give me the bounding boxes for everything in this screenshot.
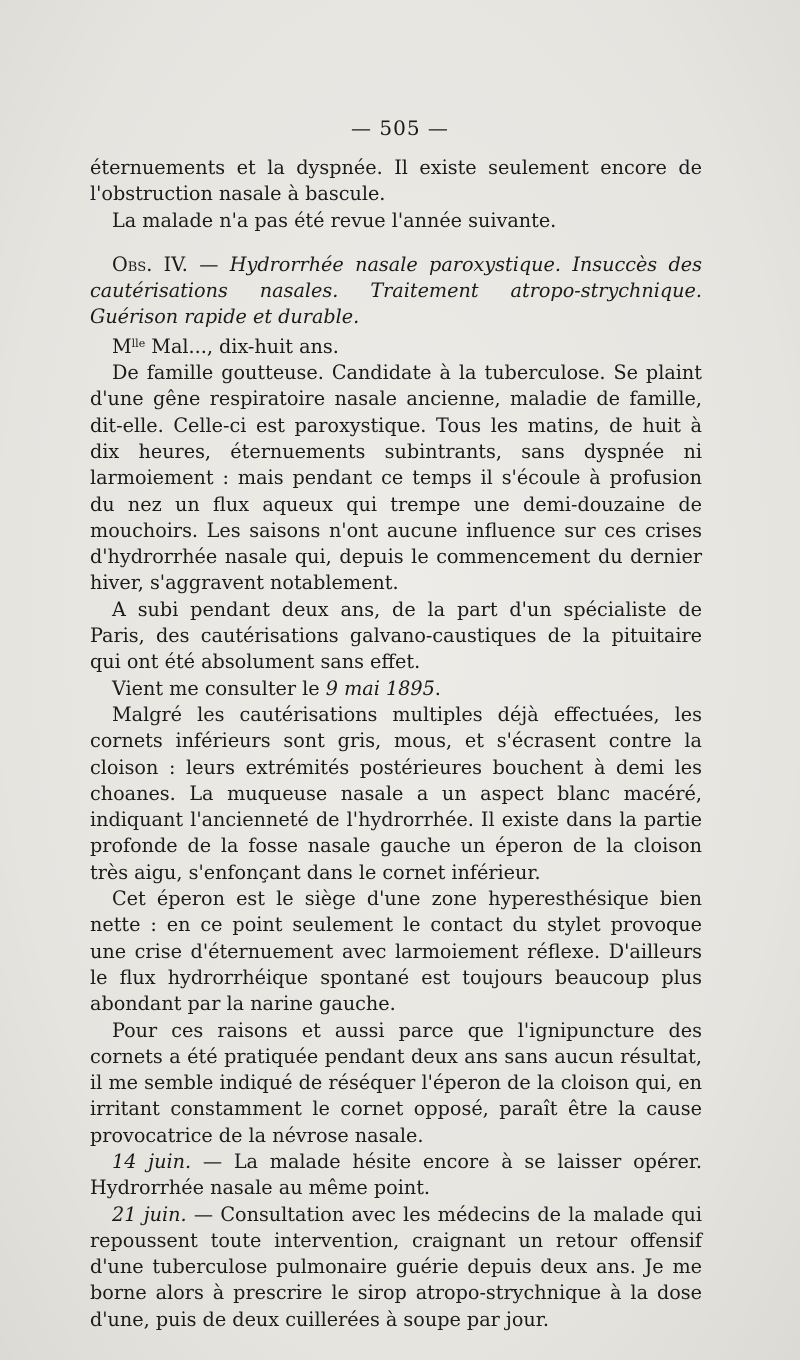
consultation-date: 9 mai 1895 [325,676,435,700]
paragraph-history: De famille goutteuse. Candidate à la tuberculose. Se plaint d'une gêne respiratoire nasale ancienne, maladie de famille, dit-elle. Celle-ci est paroxystique. Tous les matins, de huit à dix heures, éternuements subintrants, sans dyspnée ni larmoiement : mais pendant ce temps il s'écoule à profusion du nez un flux aqueux qui trempe une demi-douzaine de mouchoirs. Les saisons n'ont aucune influence sur ces crises d'hydrorrhée nasale qui, depuis le commencement du dernier hiver, s'aggravent notablement. [90,361,702,595]
paragraph-treatment: A subi pendant deux ans, de la part d'un spécialiste de Paris, des cautérisations galvano-caustiques de la pituitaire qui ont été absolument sans effet. [90,597,702,674]
observation-title: Hydrorrhée nasale paroxystique. Insuccès des cautérisations nasales. Traitement atropo-strychnique. Guérison rapide et durable. [90,252,702,329]
date-june-14: 14 juin. [112,1149,192,1173]
paragraph-not-revisited: La malade n'a pas été revue l'année suivante. [112,208,557,232]
observation-heading [90,252,702,331]
june-21-text: — Consultation avec les médecins de la malade qui repoussent toute intervention, craignant un retour offensif d'une tuberculose pulmonaire guérie depuis deux ans. Je me borne alors à prescrire le sirop atropo-strychnique à la dose d'une, puis de deux cuillerées à soupe par jour. [90,1202,703,1331]
date-june-21: 21 juin. [112,1202,187,1226]
june-14-text: — La malade hésite encore à se laisser opérer. Hydrorrhée nasale au même point. [90,1149,702,1200]
paragraph-june-14 [90,1149,702,1202]
observation-dash: — [187,252,230,276]
paragraph-reasons: Pour ces raisons et aussi parce que l'ignipuncture des cornets a été pratiquée pendant deux ans sans aucun résultat, il me semble indiqué de réséquer l'éperon de la cloison qui, en irritant constamment le cornet opposé, paraît être la cause provocatrice de la névrose nasale. [90,1018,702,1147]
paragraph-examination: Malgré les cautérisations multiples déjà effectuées, les cornets inférieurs sont gris, mous, et s'écrasent contre la cloison : leurs extrémités postérieures bouchent à demi les choanes. La muqueuse nasale a un aspect blanc macéré, indiquant l'ancienneté de l'hydrorrhée. Il existe dans la partie profonde de la fosse nasale gauche un éperon de la cloison très aigu, s'enfonçant dans le cornet inférieur. [90,702,702,884]
body-text [90,155,702,1333]
paragraph-continuation: éternuements et la dyspnée. Il existe seulement encore de l'obstruction nasale à bascule. [90,156,702,206]
page-number: — 505 — [351,116,449,140]
paragraph-consultation [90,676,702,702]
patient-title-sup: lle [131,336,146,350]
paragraph-june-21 [90,1202,702,1333]
patient-text: Mal..., dix-huit ans. [145,334,339,358]
consultation-pre: Vient me consulter le [112,676,326,700]
observation-label: Obs. IV. [112,252,188,276]
patient-title: M [112,334,132,358]
patient-line [90,331,702,360]
consultation-post: . [434,676,441,700]
paragraph-spur: Cet éperon est le siège d'une zone hyperesthésique bien nette : en ce point seulement le contact du stylet provoque une crise d'éternuement avec larmoiement réflexe. D'ailleurs le flux hydrorrhéique spontané est toujours beaucoup plus abondant par la narine gauche. [90,887,702,1016]
